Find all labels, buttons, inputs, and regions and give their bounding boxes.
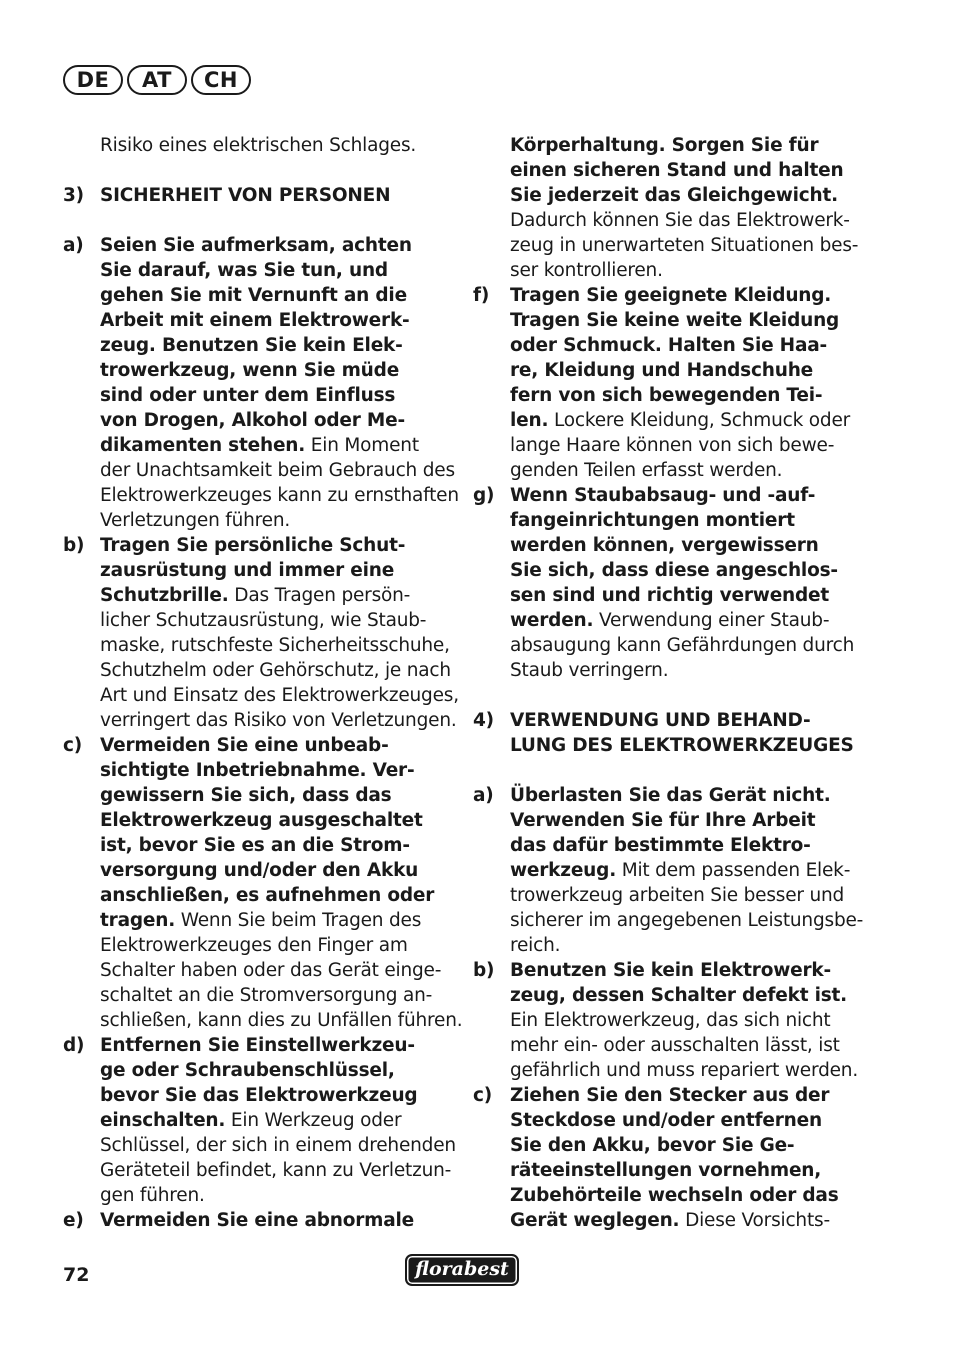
text-line — [63, 1183, 463, 1208]
list-marker: g) — [473, 485, 495, 506]
text-line — [63, 1133, 463, 1158]
text-line — [63, 333, 463, 358]
country-badge-de: DE — [63, 65, 123, 95]
bold-text: fern von sich bewegenden Tei- — [510, 385, 823, 406]
bold-text: Sie jederzeit das Gleichgewicht. — [510, 185, 838, 206]
list-marker: b) — [63, 535, 85, 556]
body-text: schließen, kann dies zu Unfällen führen. — [100, 1010, 463, 1031]
text-line — [473, 1208, 883, 1233]
body-text: schaltet an die Stromversorgung an- — [100, 985, 433, 1006]
bold-text: Vermeiden Sie eine unbeab- — [100, 735, 389, 756]
body-text: Wenn Sie beim Tragen des — [175, 910, 422, 931]
bold-text: einschalten. — [100, 1110, 226, 1131]
florabest-logo — [407, 1251, 517, 1289]
text-line — [63, 1033, 463, 1058]
text-line — [473, 1158, 883, 1183]
bold-text: Zubehörteile wechseln oder das — [510, 1185, 839, 1206]
bold-text: tragen. — [100, 910, 176, 931]
text-line — [63, 233, 463, 258]
bold-text: sind oder unter dem Einfluss — [100, 385, 396, 406]
text-line — [63, 483, 463, 508]
text-line — [473, 233, 883, 258]
text-line — [473, 383, 883, 408]
text-line — [63, 408, 463, 433]
text-line — [473, 1083, 883, 1108]
text-line — [473, 883, 883, 908]
bold-text: zeug. Benutzen Sie kein Elek- — [100, 335, 403, 356]
body-text: Schlüssel, der sich in einem drehenden — [100, 1135, 456, 1156]
text-line — [63, 933, 463, 958]
text-line — [473, 408, 883, 433]
list-marker: f) — [473, 285, 490, 306]
body-text: Verwendung einer Staub- — [593, 610, 830, 631]
text-line — [63, 508, 463, 533]
text-line — [473, 608, 883, 633]
text-line — [63, 858, 463, 883]
text-line — [63, 808, 463, 833]
text-line — [63, 958, 463, 983]
text-line — [473, 958, 883, 983]
country-badges — [63, 65, 251, 95]
text-line — [473, 533, 883, 558]
bold-text: Sie sich, dass diese angeschlos- — [510, 560, 838, 581]
text-line — [473, 708, 883, 733]
bold-text: werden. — [510, 610, 594, 631]
list-marker: 3) — [63, 185, 84, 206]
bold-text: räteeinstellungen vornehmen, — [510, 1160, 822, 1181]
body-text: gen führen. — [100, 1185, 205, 1206]
text-line — [63, 533, 463, 558]
bold-text: sichtigte Inbetriebnahme. Ver- — [100, 760, 415, 781]
text-line — [63, 458, 463, 483]
text-line — [473, 1058, 883, 1083]
body-text: absaugung kann Gefährdungen durch — [510, 635, 855, 656]
body-text: Risiko eines elektrischen Schlages. — [100, 135, 417, 156]
bold-text: das dafür bestimmte Elektro- — [510, 835, 811, 856]
text-line — [63, 308, 463, 333]
text-line — [473, 983, 883, 1008]
text-line — [473, 1033, 883, 1058]
body-text: Lockere Kleidung, Schmuck oder — [548, 410, 851, 431]
text-line — [63, 1058, 463, 1083]
body-text: genden Teilen erfasst werden. — [510, 460, 783, 481]
bold-text: Verwenden Sie für Ihre Arbeit — [510, 810, 816, 831]
bold-text: VERWENDUNG UND BEHAND- — [510, 710, 811, 731]
text-line — [473, 583, 883, 608]
body-text: reich. — [510, 935, 561, 956]
bold-text: Arbeit mit einem Elektrowerk- — [100, 310, 410, 331]
text-line — [473, 1183, 883, 1208]
bold-text: SICHERHEIT VON PERSONEN — [100, 185, 391, 206]
text-line — [473, 783, 883, 808]
list-marker: e) — [63, 1210, 84, 1231]
bold-text: versorgung und/oder den Akku — [100, 860, 419, 881]
bold-text: ge oder Schraubenschlüssel, — [100, 1060, 395, 1081]
text-line — [473, 358, 883, 383]
text-line — [63, 133, 463, 158]
bold-text: Gerät weglegen. — [510, 1210, 680, 1231]
body-text: gefährlich und muss repariert werden. — [510, 1060, 858, 1081]
bold-text: zeug, dessen Schalter defekt ist. — [510, 985, 848, 1006]
text-line — [63, 358, 463, 383]
bold-text: gehen Sie mit Vernunft an die — [100, 285, 407, 306]
bold-text: Entfernen Sie Einstellwerkzeu- — [100, 1035, 415, 1056]
bold-text: werkzeug. — [510, 860, 617, 881]
text-line — [473, 658, 883, 683]
bold-text: anschließen, es aufnehmen oder — [100, 885, 435, 906]
bold-text: zausrüstung und immer eine — [100, 560, 395, 581]
body-text: Ein Werkzeug oder — [225, 1110, 402, 1131]
text-line — [473, 908, 883, 933]
text-line — [473, 1133, 883, 1158]
bold-text: Sie den Akku, bevor Sie Ge- — [510, 1135, 795, 1156]
text-line — [473, 158, 883, 183]
text-line — [63, 983, 463, 1008]
text-line — [473, 208, 883, 233]
list-marker: 4) — [473, 710, 494, 731]
body-text: lange Haare können von sich bewe- — [510, 435, 835, 456]
text-line — [473, 133, 883, 158]
bold-text: Vermeiden Sie eine abnormale — [100, 1210, 415, 1231]
body-text: Elektrowerkzeuges den Finger am — [100, 935, 408, 956]
bold-text: bevor Sie das Elektrowerkzeug — [100, 1085, 418, 1106]
blank-line — [473, 758, 883, 783]
text-line — [63, 883, 463, 908]
bold-text: sen sind und richtig verwendet — [510, 585, 830, 606]
text-line — [473, 858, 883, 883]
logo-text: florabest — [405, 1254, 519, 1286]
list-marker: a) — [473, 785, 494, 806]
right-text-column — [473, 133, 883, 1233]
bold-text: Ziehen Sie den Stecker aus der — [510, 1085, 830, 1106]
text-line — [63, 183, 463, 208]
left-text-column — [63, 133, 463, 1233]
blank-line — [63, 158, 463, 183]
text-line — [473, 558, 883, 583]
text-line — [63, 708, 463, 733]
country-badge-ch: CH — [191, 65, 251, 95]
text-line — [63, 658, 463, 683]
bold-text: Tragen Sie persönliche Schut- — [100, 535, 406, 556]
page-number: 72 — [63, 1264, 90, 1286]
body-text: Geräteteil befindet, kann zu Verletzun- — [100, 1160, 452, 1181]
bold-text: von Drogen, Alkohol oder Me- — [100, 410, 405, 431]
text-line — [63, 608, 463, 633]
blank-line — [473, 683, 883, 708]
text-line — [473, 183, 883, 208]
body-text: Das Tragen persön- — [228, 585, 411, 606]
bold-text: Tragen Sie geeignete Kleidung. — [510, 285, 832, 306]
text-line — [63, 1208, 463, 1233]
text-line — [63, 683, 463, 708]
text-line — [473, 333, 883, 358]
text-line — [63, 908, 463, 933]
text-line — [63, 758, 463, 783]
list-marker: d) — [63, 1035, 85, 1056]
body-text: sicherer im angegebenen Leistungsbe- — [510, 910, 864, 931]
text-line — [473, 483, 883, 508]
text-line — [63, 633, 463, 658]
body-text: Schalter haben oder das Gerät einge- — [100, 960, 442, 981]
text-line — [63, 733, 463, 758]
text-line — [63, 383, 463, 408]
text-line — [63, 1108, 463, 1133]
bold-text: Benutzen Sie kein Elektrowerk- — [510, 960, 831, 981]
bold-text: ist, bevor Sie es an die Strom- — [100, 835, 410, 856]
body-text: Ein Moment — [305, 435, 419, 456]
text-line — [473, 258, 883, 283]
text-line — [473, 1108, 883, 1133]
body-text: Verletzungen führen. — [100, 510, 291, 531]
text-line — [63, 258, 463, 283]
list-marker: c) — [63, 735, 83, 756]
body-text: Diese Vorsichts- — [679, 1210, 830, 1231]
body-text: Mit dem passenden Elek- — [616, 860, 851, 881]
body-text: Elektrowerkzeuges kann zu ernsthaften — [100, 485, 459, 506]
body-text: Ein Elektrowerkzeug, das sich nicht — [510, 1010, 831, 1031]
bold-text: oder Schmuck. Halten Sie Haa- — [510, 335, 828, 356]
text-line — [473, 833, 883, 858]
body-text: mehr ein- oder ausschalten lässt, ist — [510, 1035, 840, 1056]
bold-text: Überlasten Sie das Gerät nicht. — [510, 785, 831, 806]
bold-text: Sie darauf, was Sie tun, und — [100, 260, 388, 281]
text-line — [63, 583, 463, 608]
bold-text: Tragen Sie keine weite Kleidung — [510, 310, 840, 331]
text-line — [473, 308, 883, 333]
text-line — [63, 1083, 463, 1108]
body-text: Schutzhelm oder Gehörschutz, je nach — [100, 660, 451, 681]
text-line — [473, 733, 883, 758]
bold-text: Seien Sie aufmerksam, achten — [100, 235, 412, 256]
bold-text: Steckdose und/oder entfernen — [510, 1110, 822, 1131]
text-line — [473, 633, 883, 658]
list-marker: b) — [473, 960, 495, 981]
body-text: Dadurch können Sie das Elektrowerk- — [510, 210, 850, 231]
text-line — [63, 1008, 463, 1033]
body-text: verringert das Risiko von Verletzungen. — [100, 710, 457, 731]
text-line — [473, 508, 883, 533]
text-line — [473, 283, 883, 308]
bold-text: gewissern Sie sich, dass das — [100, 785, 392, 806]
text-line — [63, 433, 463, 458]
bold-text: re, Kleidung und Handschuhe — [510, 360, 814, 381]
bold-text: Körperhaltung. Sorgen Sie für — [510, 135, 819, 156]
body-text: Art und Einsatz des Elektrowerkzeuges, — [100, 685, 459, 706]
bold-text: werden können, vergewissern — [510, 535, 819, 556]
bold-text: LUNG DES ELEKTROWERKZEUGES — [510, 735, 854, 756]
body-text: ser kontrollieren. — [510, 260, 663, 281]
body-text: Staub verringern. — [510, 660, 669, 681]
bold-text: len. — [510, 410, 549, 431]
text-line — [63, 1158, 463, 1183]
text-line — [473, 433, 883, 458]
bold-text: Wenn Staubabsaug- und -auf- — [510, 485, 816, 506]
body-text: maske, rutschfeste Sicherheitsschuhe, — [100, 635, 450, 656]
text-line — [63, 783, 463, 808]
body-text: der Unachtsamkeit beim Gebrauch des — [100, 460, 455, 481]
body-text: licher Schutzausrüstung, wie Staub- — [100, 610, 427, 631]
bold-text: dikamenten stehen. — [100, 435, 306, 456]
bold-text: fangeinrichtungen montiert — [510, 510, 795, 531]
blank-line — [63, 208, 463, 233]
text-line — [473, 458, 883, 483]
text-line — [63, 558, 463, 583]
bold-text: trowerkzeug, wenn Sie müde — [100, 360, 400, 381]
body-text: trowerkzeug arbeiten Sie besser und — [510, 885, 845, 906]
text-line — [63, 283, 463, 308]
body-text: zeug in unerwarteten Situationen bes- — [510, 235, 859, 256]
list-marker: a) — [63, 235, 84, 256]
text-line — [63, 833, 463, 858]
text-line — [473, 808, 883, 833]
bold-text: Schutzbrille. — [100, 585, 229, 606]
bold-text: Elektrowerkzeug ausgeschaltet — [100, 810, 423, 831]
text-line — [473, 933, 883, 958]
list-marker: c) — [473, 1085, 493, 1106]
country-badge-at: AT — [127, 65, 187, 95]
text-line — [473, 1008, 883, 1033]
bold-text: einen sicheren Stand und halten — [510, 160, 844, 181]
